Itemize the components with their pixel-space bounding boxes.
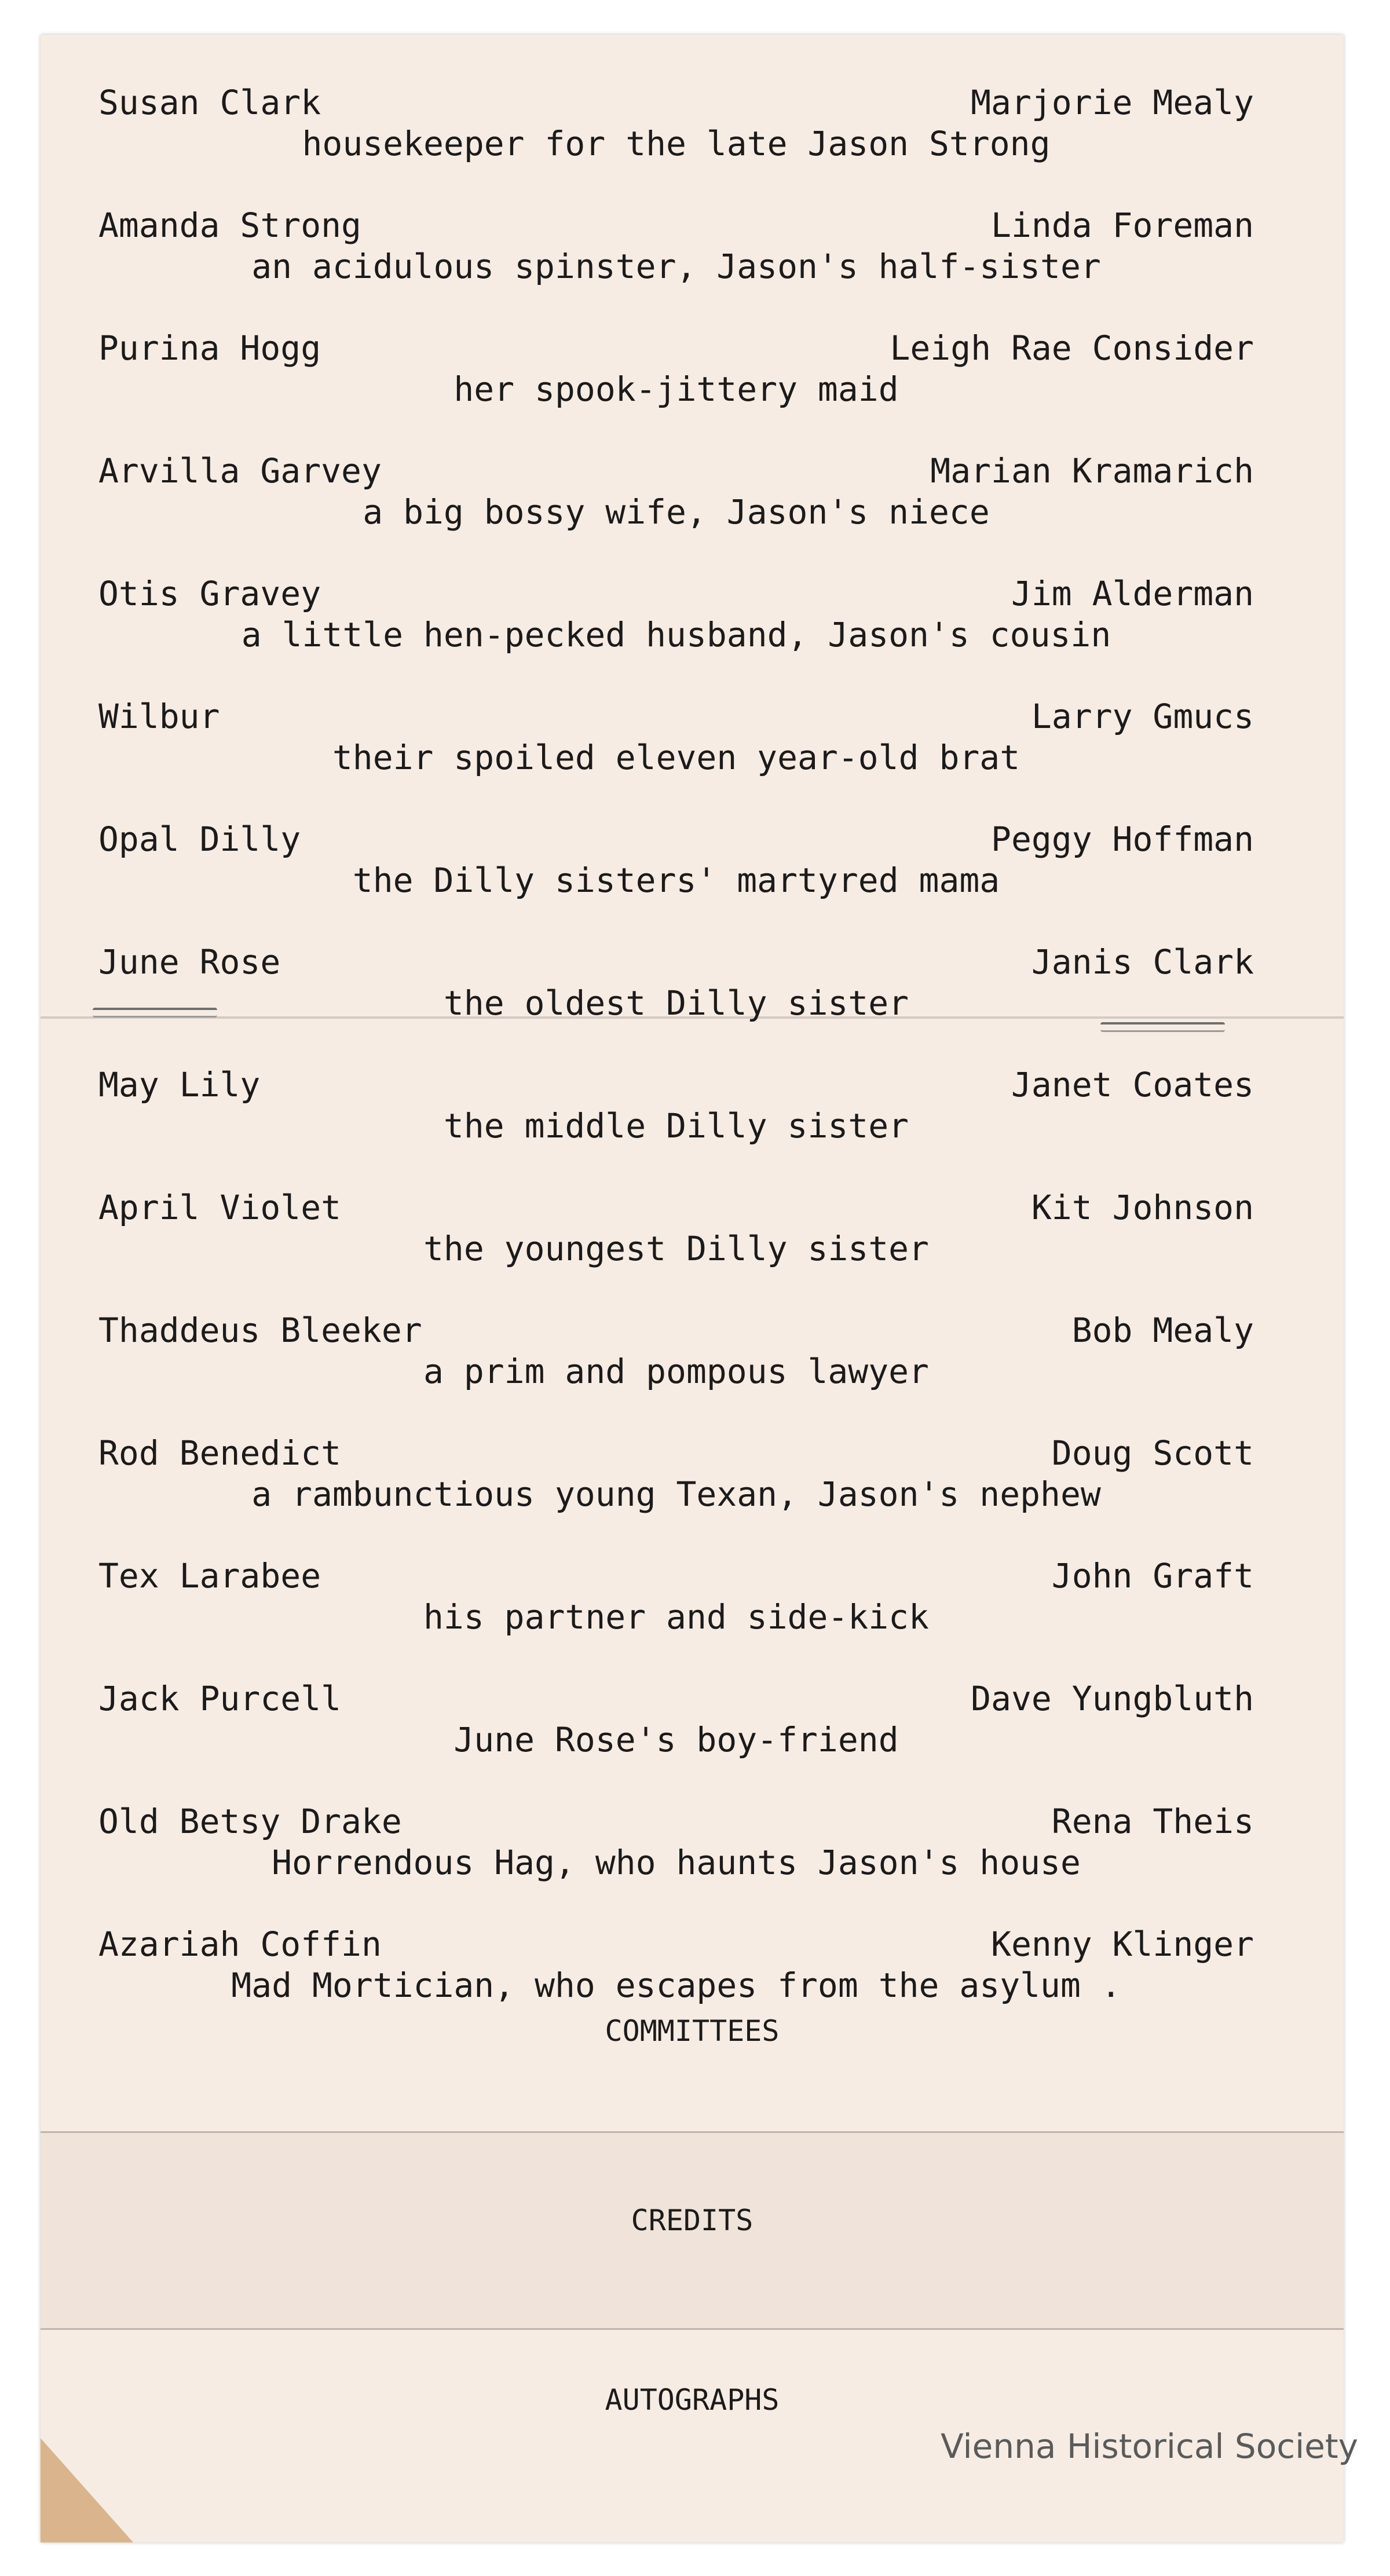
character-name: Jack Purcell [98, 1679, 342, 1718]
character-description: the Dilly sisters' martyred mama [352, 861, 1000, 900]
character-name: Arvilla Garvey [98, 451, 382, 491]
corner-tape [41, 2438, 133, 2542]
character-description: the youngest Dilly sister [423, 1229, 929, 1268]
actor-name: Jim Alderman [1011, 574, 1254, 613]
actor-name: Bob Mealy [1071, 1311, 1254, 1350]
character-description: the oldest Dilly sister [443, 983, 909, 1023]
cast-entry [98, 1063, 1254, 1186]
cast-entry [98, 1432, 1254, 1554]
character-name: Amanda Strong [98, 206, 361, 245]
character-description: a prim and pompous lawyer [423, 1352, 929, 1391]
cast-entry [98, 1800, 1254, 1923]
cast-list [98, 81, 1254, 2046]
actor-name: Peggy Hoffman [991, 819, 1254, 859]
character-description: his partner and side-kick [423, 1597, 929, 1637]
actor-name: John Graft [1051, 1556, 1254, 1596]
actor-name: Marian Kramarich [930, 451, 1254, 491]
character-description: a rambunctious young Texan, Jason's nephew [251, 1474, 1101, 1514]
cast-entry [98, 1309, 1254, 1432]
actor-name: Janis Clark [1031, 942, 1254, 982]
character-name: Azariah Coffin [98, 1924, 382, 1964]
character-name: Rod Benedict [98, 1433, 342, 1473]
program-page [41, 35, 1344, 2542]
cast-entry [98, 1186, 1254, 1309]
panel-divider [41, 2328, 1344, 2330]
panel-divider [41, 2131, 1344, 2133]
cast-entry [98, 695, 1254, 818]
actor-name: Kit Johnson [1031, 1188, 1254, 1227]
character-description: Horrendous Hag, who haunts Jason's house [272, 1843, 1081, 1882]
cast-entry [98, 327, 1254, 449]
actor-name: Kenny Klinger [991, 1924, 1254, 1964]
character-name: May Lily [98, 1065, 261, 1104]
actor-name: Linda Foreman [991, 206, 1254, 245]
character-description: Mad Mortician, who escapes from the asylum . [231, 1966, 1121, 2005]
cast-entry [98, 449, 1254, 572]
committees-heading: COMMITTEES [605, 2014, 780, 2048]
autographs-heading: AUTOGRAPHS [605, 2383, 780, 2417]
character-description: her spook-jittery maid [453, 369, 899, 409]
cast-entry [98, 81, 1254, 204]
actor-name: Leigh Rae Consider [890, 328, 1254, 368]
character-description: housekeeper for the late Jason Strong [302, 124, 1051, 163]
credits-heading: CREDITS [631, 2204, 753, 2237]
character-name: Opal Dilly [98, 819, 301, 859]
actor-name: Dave Yungbluth [971, 1679, 1254, 1718]
cast-entry [98, 941, 1254, 1063]
character-description: a big bossy wife, Jason's niece [363, 492, 990, 532]
character-name: Old Betsy Drake [98, 1802, 402, 1841]
actor-name: Rena Theis [1051, 1802, 1254, 1841]
character-description: their spoiled eleven year-old brat [332, 738, 1020, 777]
cast-entry [98, 572, 1254, 695]
character-description: June Rose's boy-friend [453, 1720, 899, 1759]
actor-name: Janet Coates [1011, 1065, 1254, 1104]
character-name: Susan Clark [98, 83, 321, 122]
actor-name: Larry Gmucs [1031, 697, 1254, 736]
character-name: Tex Larabee [98, 1556, 321, 1596]
character-name: Wilbur [98, 697, 220, 736]
cast-entry [98, 818, 1254, 941]
character-description: a little hen-pecked husband, Jason's cousin [241, 615, 1111, 654]
character-name: Purina Hogg [98, 328, 321, 368]
cast-entry [98, 1554, 1254, 1677]
character-name: April Violet [98, 1188, 342, 1227]
character-name: Otis Gravey [98, 574, 321, 613]
cast-entry [98, 204, 1254, 327]
character-name: June Rose [98, 942, 281, 982]
actor-name: Marjorie Mealy [971, 83, 1254, 122]
watermark: Vienna Historical Society [941, 2427, 1358, 2466]
character-name: Thaddeus Bleeker [98, 1311, 422, 1350]
character-description: an acidulous spinster, Jason's half-sister [251, 247, 1101, 286]
actor-name: Doug Scott [1051, 1433, 1254, 1473]
character-description: the middle Dilly sister [443, 1106, 909, 1146]
cast-entry [98, 1677, 1254, 1800]
